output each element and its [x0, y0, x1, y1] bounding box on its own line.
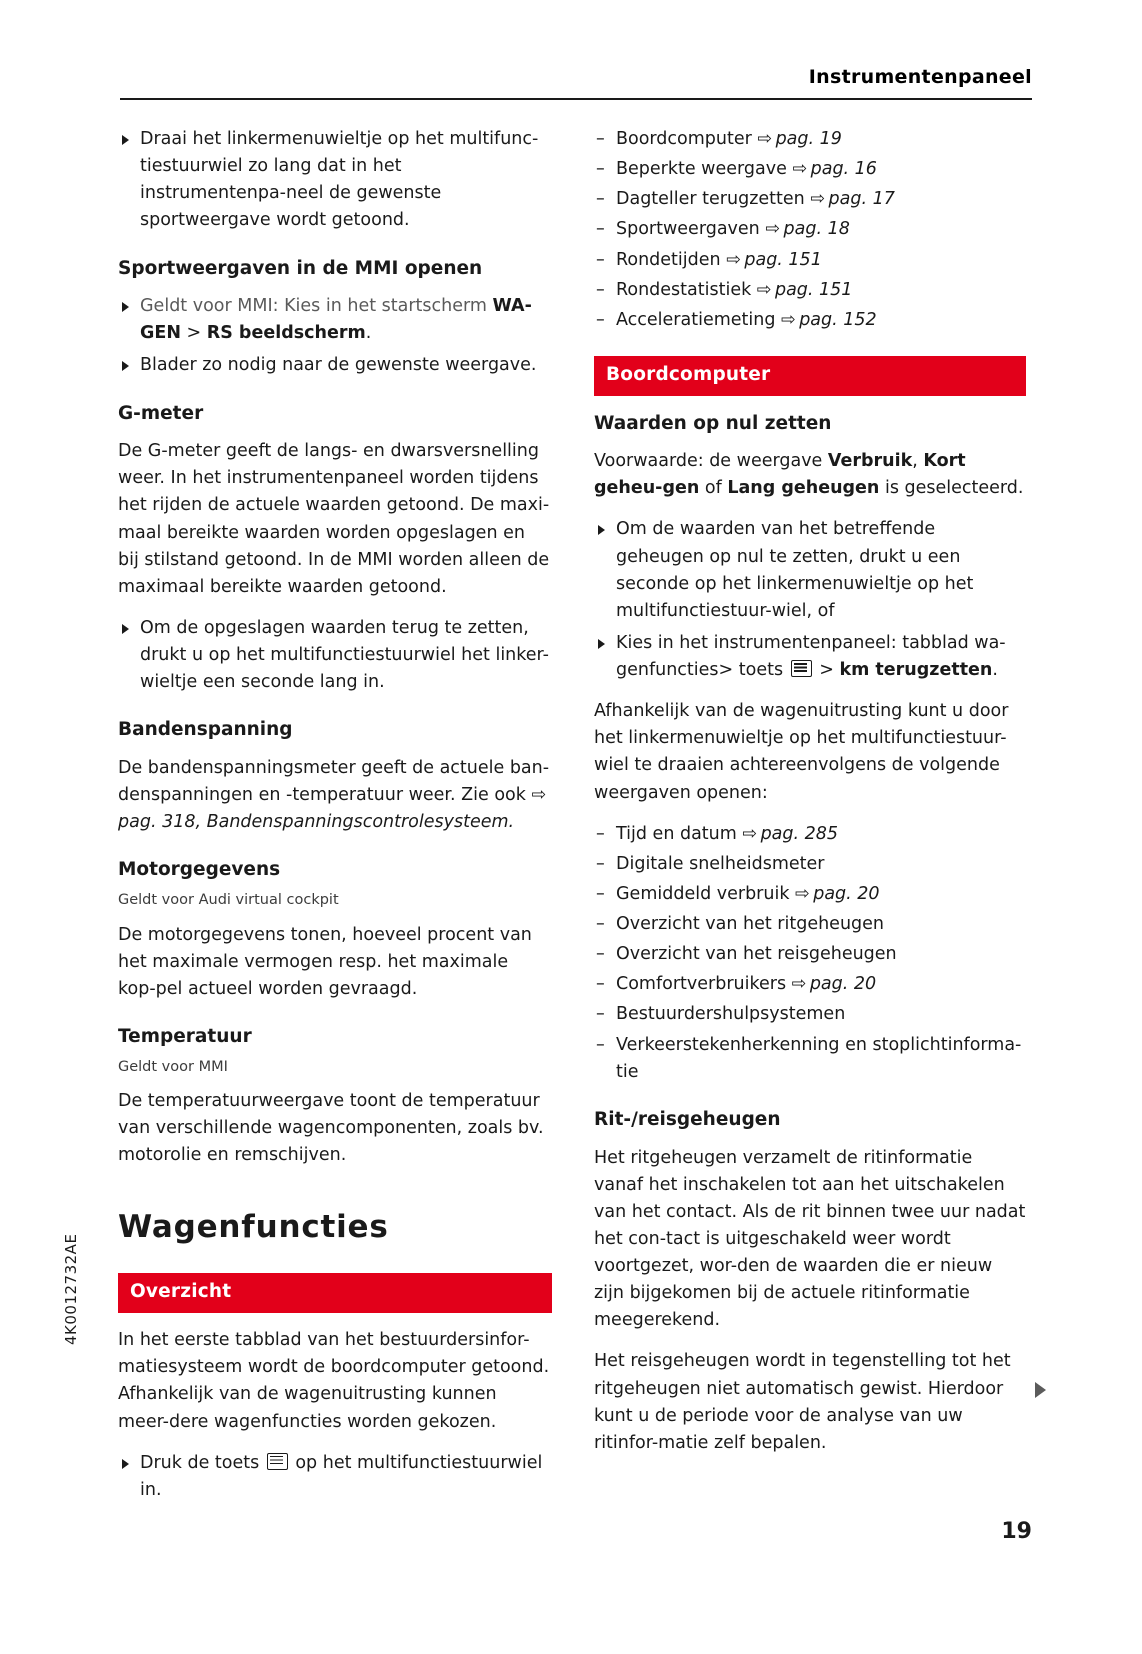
paragraph-temperatuur: De temperatuurweergave toont de temperatuur van verschillende wagencomponenten, zoals bv. motorolie en remschijven.: [118, 1091, 544, 1166]
step-bold-2: RS beeldscherm: [206, 323, 366, 344]
text-mid-1: ,: [912, 451, 924, 472]
page-reference: pag. 318, Bandenspanningscontrolesysteem.: [118, 812, 515, 833]
page-reference: pag. 151: [774, 279, 853, 300]
list-item: [594, 881, 1026, 908]
right-column: [594, 126, 1026, 1471]
list-item: [594, 851, 1026, 878]
text-post: is geselecteerd.: [879, 478, 1024, 499]
step-post: op het multifunctiestuurwiel in.: [140, 1452, 543, 1500]
left-column: [118, 126, 550, 1518]
top-reference-list: [594, 126, 1026, 334]
list-item: [594, 821, 1026, 848]
ref-arrow-icon: ⇨: [765, 219, 781, 240]
validity-note-temperatuur: Geldt voor MMI: [118, 1058, 228, 1075]
ref-arrow-icon: ⇨: [531, 785, 550, 806]
list-item: [594, 156, 1026, 183]
heading-sportweergaven-mmi: Sportweergaven in de MMI openen: [118, 257, 483, 279]
text-pre: Voorwaarde: de weergave: [594, 451, 828, 472]
document-part-number: 4K0012732AE: [62, 1233, 80, 1345]
value-kort-geheugen: Kort geheu-gen: [594, 451, 966, 499]
list-item: [118, 293, 550, 347]
step-text-grey: Geldt voor MMI: Kies in het startscherm: [140, 296, 493, 317]
item-label: Acceleratiemeting: [616, 309, 776, 330]
page-reference: pag. 17: [828, 189, 895, 210]
paragraph-motorgegevens: De motorgegevens tonen, hoeveel procent van het maximale vermogen resp. het maximale kop-pel actueel worden gevraagd.: [118, 924, 532, 999]
paragraph-afhankelijk: Afhankelijk van de wagenuitrusting kunt u door het linkermenuwieltje op het multifunctiestuur-wiel te draaien achtereenvolgens de volgende weergaven openen:: [594, 701, 1009, 803]
list-item: Om de waarden van het betreffende geheugen op nul te zetten, drukt u een seconde op het linkermenuwieltje op het multifunctiestuur-wiel, of: [594, 516, 1026, 625]
intro-step-list: [118, 126, 550, 235]
item-label: Overzicht van het ritgeheugen: [616, 914, 885, 935]
edge-marker-triangle-icon: [1035, 1382, 1046, 1398]
text-mid-2: of: [699, 478, 728, 499]
value-verbruik: Verbruik: [827, 451, 913, 472]
page-reference: pag. 18: [783, 219, 850, 240]
list-item: [594, 1032, 1026, 1086]
item-label: Verkeerstekenherkenning en stoplichtinforma-tie: [616, 1034, 1022, 1082]
heading-gmeter: G-meter: [118, 402, 204, 424]
heading-motorgegevens: Motorgegevens: [118, 859, 281, 881]
list-item: Om de opgeslagen waarden terug te zetten, drukt u op het multifunctiestuurwiel het linker-wieltje een seconde lang in.: [118, 615, 550, 696]
ref-arrow-icon: ⇨: [792, 159, 808, 180]
paragraph-overzicht: In het eerste tabblad van het bestuurdersinfor-matiesysteem wordt de boordcomputer getoond. Afhankelijk van de wagenuitrusting kunnen meer-dere wagenfuncties worden gekozen.: [118, 1330, 550, 1432]
page-number: 19: [1001, 1519, 1032, 1544]
list-item: [594, 307, 1026, 334]
ref-arrow-icon: ⇨: [726, 249, 741, 270]
list-item: [594, 971, 1026, 998]
page-reference: pag. 285: [760, 823, 839, 844]
list-item: [594, 247, 1026, 274]
mmi-step-list: [118, 293, 550, 379]
list-item: Blader zo nodig naar de gewenste weergave.: [118, 352, 550, 379]
page-header: Instrumentenpaneel: [808, 66, 1032, 88]
item-label: Beperkte weergave: [616, 159, 787, 180]
list-item: [594, 126, 1026, 153]
paragraph-ritgeheugen: Het ritgeheugen verzamelt de ritinformatie vanaf het inschakelen tot aan het uitschakelen van het contact. Als de rit binnen twee uur nadat het con-tact is uitgeschakeld weer wordt voortgezet, wor-den de waarden die er nieuw zijn bijgekomen bij de actuele ritinformatie meegerekend.: [594, 1147, 1026, 1331]
item-label: Boordcomputer: [616, 129, 752, 149]
ref-arrow-icon: ⇨: [757, 129, 773, 149]
item-label: Bestuurdershulpsystemen: [616, 1004, 846, 1025]
item-label: Rondetijden: [616, 249, 721, 270]
item-label: Rondestatistiek: [616, 279, 752, 300]
heading-rit-reisgeheugen: Rit-/reisgeheugen: [594, 1108, 781, 1130]
ref-arrow-icon: ⇨: [781, 309, 796, 330]
heading-temperatuur: Temperatuur: [118, 1025, 252, 1047]
list-item: [594, 277, 1026, 304]
list-item: [594, 216, 1026, 243]
page-reference: pag. 151: [744, 249, 822, 270]
heading-bandenspanning: Bandenspanning: [118, 719, 293, 741]
redbar-boordcomputer: Boordcomputer: [594, 356, 1026, 396]
menu-item-km-terugzetten: km terugzetten: [839, 660, 993, 681]
views-list: [594, 821, 1026, 1086]
step-pre: Kies in het instrumentenpaneel: tabblad wa-genfuncties> toets: [616, 632, 1006, 681]
overzicht-step-list: [118, 1450, 550, 1504]
list-item: [594, 911, 1026, 938]
section-title-wagenfuncties: Wagenfuncties: [118, 1209, 389, 1246]
paragraph-gmeter: De G-meter geeft de langs- en dwarsversnelling weer. In het instrumentenpaneel worden tijdens het rijden de actuele waarden getoond. De maxi-maal bereikte waarden worden opgeslagen en bij stilstand getoond. In de MMI worden alleen de maximaal bereikte waarden getoond.: [118, 441, 550, 597]
step-mid: >: [180, 323, 207, 344]
item-label: Sportweergaven: [616, 219, 760, 240]
list-item: [594, 630, 1026, 684]
page-reference: pag. 19: [775, 129, 842, 149]
item-label: Overzicht van het reisgeheugen: [616, 944, 897, 965]
header-divider: [120, 98, 1032, 100]
page-reference: pag. 20: [813, 883, 880, 904]
redbar-overzicht: Overzicht: [118, 1273, 552, 1313]
ref-arrow-icon: ⇨: [742, 823, 758, 844]
item-label: Gemiddeld verbruik: [616, 883, 790, 904]
page-reference: pag. 152: [799, 309, 877, 330]
ref-arrow-icon: ⇨: [810, 189, 825, 210]
validity-note-motorgegevens: Geldt voor Audi virtual cockpit: [118, 892, 339, 909]
ref-arrow-icon: ⇨: [795, 883, 810, 904]
item-label: Tijd en datum: [616, 823, 737, 844]
paragraph-reisgeheugen: Het reisgeheugen wordt in tegenstelling tot het ritgeheugen niet automatisch gewist. Hierdoor kunt u de periode voor de analyse van uw ritinfor-matie zelf bepalen.: [594, 1351, 1011, 1453]
list-item: [594, 941, 1026, 968]
paragraph-text: De bandenspanningsmeter geeft de actuele ban-denspanningen en -temperatuur weer. Zie ook: [118, 758, 550, 806]
step-post: .: [365, 323, 372, 344]
list-item: [594, 1001, 1026, 1028]
item-label: Dagteller terugzetten: [616, 189, 805, 210]
ref-arrow-icon: ⇨: [791, 974, 807, 995]
page-reference: pag. 16: [810, 159, 877, 180]
step-pre: Druk de toets: [140, 1452, 265, 1473]
reset-step-list: [594, 516, 1026, 684]
list-item: [118, 1450, 550, 1504]
paragraph-bandenspanning: [118, 755, 550, 836]
heading-waarden-op-nul: Waarden op nul zetten: [594, 412, 832, 434]
paragraph-voorwaarde: [594, 448, 1026, 502]
list-item: Draai het linkermenuwieltje op het multifunc-tiestuurwiel zo lang dat in het instrumentenpa-neel de gewenste sportweergave wordt getoond.: [118, 126, 550, 235]
step-mid: >: [813, 660, 840, 681]
item-label: Digitale snelheidsmeter: [616, 853, 825, 874]
ref-arrow-icon: ⇨: [756, 279, 772, 300]
item-label: Comfortverbruikers: [616, 974, 787, 995]
step-bold-1: WA-GEN: [140, 296, 532, 344]
gmeter-step-list: [118, 615, 550, 696]
mmi-menu-key-icon: [791, 660, 812, 677]
value-lang-geheugen: Lang geheugen: [727, 478, 880, 499]
page-reference: pag. 20: [809, 974, 877, 995]
step-post: .: [992, 660, 998, 681]
mmi-menu-key-icon: [267, 1453, 288, 1470]
list-item: [594, 186, 1026, 213]
